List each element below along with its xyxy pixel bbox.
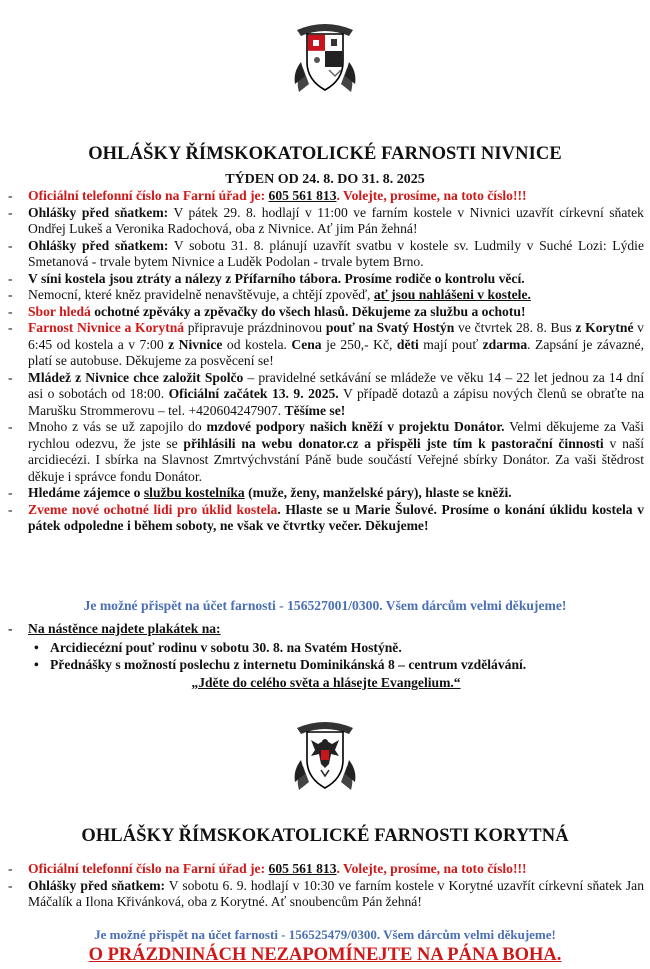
item-text: V sobotu 6. 9. hodlají v 10:30 ve farním kostele v Korytné uzavřít církevní sňatek Jan Máčalík a Ilona Křivánková, oba z Korytné. Ať snoubencům Pán žehná! <box>28 877 644 909</box>
item-emphasis: z Nivnice <box>168 336 223 352</box>
list-item <box>8 320 644 370</box>
item-emphasis: mzdové podpory našich kněží v projektu Donátor. <box>206 419 505 434</box>
noticeboard-heading: Na nástěnce najdete plakátek na: <box>28 621 221 636</box>
item-text: Mnoho z vás se už zapojilo do <box>28 419 207 434</box>
phone-label: Oficiální telefonní číslo na Farní úřad je: <box>28 861 269 876</box>
item-text: – pravidelné setkávání se mládeže ve věku 14 – 22 let jednou za 14 dní asi o sobotách od 18:00. <box>28 369 645 401</box>
item-text: v naší arcidiecézi. I sbírka na Slavnost Zmrtvýchvstání Páně bude součástí Veřejné sbírky Donátor. Za vaši štědrost děkuje i správce fondu Donátor. <box>28 435 644 484</box>
item-label: Ohlášky před sňatkem: <box>28 204 169 220</box>
phone-call-note: . Volejte, prosíme, na toto číslo!!! <box>336 188 527 203</box>
item-emphasis: Oficiální začátek 13. 9. 2025. <box>168 386 339 401</box>
item-emphasis: z Korytné <box>575 320 634 335</box>
list-item <box>8 287 644 304</box>
list-item: • Přednášky s možností poslechu z internetu Dominikánská 8 – centrum vzdělávání. <box>8 657 644 674</box>
item-emphasis: ať jsou nahlášeni v kostele. <box>373 287 531 302</box>
phone-number: 605 561 813 <box>268 861 337 876</box>
item-emphasis: přihlásili na webu donator.cz a přispěli jste tím k pastorační činnosti <box>183 435 604 451</box>
item-emphasis: Těšíme se! <box>284 402 346 418</box>
item-text: V případě dotazů a zápisu nových členů se obraťte na Marušku Strommerovu – tel. +420604247907. <box>28 386 645 418</box>
list-item <box>8 271 644 288</box>
korytna-announcements <box>8 861 644 911</box>
closing-reminder: O PRÁZDNINÁCH NEZAPOMÍNEJTE NA PÁNA BOHA. <box>88 945 562 965</box>
item-text: . Hlaste se u Marie Šulové. Prosíme o konání úklidu kostela v pátek odpoledne i během soboty, ne však ve čtvrtky večer. Děkujeme! <box>28 501 644 533</box>
motto: „Jděte do celého světa a hlásejte Evangelium.“ <box>191 674 461 690</box>
list-item <box>8 419 644 485</box>
list-item <box>8 502 644 535</box>
item-text: ve čtvrtek 28. 8. Bus <box>454 320 576 335</box>
item-text: mají pouť <box>418 336 483 352</box>
item-red: Sbor hledá <box>28 303 91 319</box>
list-item <box>8 370 644 420</box>
list-item <box>8 304 644 321</box>
item-label: Ohlášky před sňatkem: <box>28 237 169 253</box>
korytna-crest-icon <box>293 720 357 796</box>
item-emphasis: (muže, ženy, manželské páry), hlaste se kněži. <box>244 485 512 500</box>
korytna-donation-note: Je možné přispět na účet farnosti - 156525479/0300. Všem dárcům velmi děkujeme! <box>94 927 556 942</box>
item-emphasis: zdarma <box>482 336 528 352</box>
item-emphasis: službu kostelníka <box>143 485 245 500</box>
item-red: Zveme nové ochotné lidi pro úklid kostela <box>28 501 278 517</box>
korytna-title: OHLÁŠKY ŘÍMSKOKATOLICKÉ FARNOSTI KORYTNÁ <box>81 826 569 846</box>
nivnice-crest-icon <box>293 22 357 98</box>
list-item <box>8 861 644 878</box>
item-emphasis: Mládež z Nivnice chce založit Spolčo <box>28 369 244 385</box>
item-text: V sobotu 31. 8. plánují uzavřít svatbu v kostele sv. Ludmily v Suché Lozi: Lýdie Smetanová - trvale bytem Nivnice a Luděk Podolan - trvale bytem Brno. <box>28 237 644 269</box>
item-text: připravuje prázdninovou <box>184 320 326 335</box>
phone-label: Oficiální telefonní číslo na Farní úřad je: <box>28 188 269 203</box>
item-label: Ohlášky před sňatkem: <box>28 877 166 893</box>
list-item <box>8 878 644 911</box>
phone-call-note: . Volejte, prosíme, na toto číslo!!! <box>336 861 527 876</box>
item-text: od kostela. <box>222 336 292 352</box>
item-text: ochotné zpěváky a zpěvačky do všech hlasů. Děkujeme za službu a ochotu! <box>90 303 526 319</box>
item-emphasis: Cena <box>291 336 322 352</box>
list-item <box>8 485 644 502</box>
list-item <box>8 205 644 238</box>
item-text: V síni kostela jsou ztráty a nálezy z Přífarního tábora. Prosíme rodiče o kontrolu věcí. <box>28 270 525 286</box>
item-emphasis: pouť na Svatý Hostýn <box>325 320 455 335</box>
item-text: je 250,- Kč, <box>321 336 397 352</box>
item-text: V pátek 29. 8. hodlají v 11:00 ve farním kostele v Nivnici uzavřít církevní sňatek Ondřej Lukeš a Veronika Radochová, oba z Nivnice. Ať jim Pán žehná! <box>28 204 644 236</box>
item-emphasis: děti <box>396 336 419 352</box>
nivnice-title: OHLÁŠKY ŘÍMSKOKATOLICKÉ FARNOSTI NIVNICE <box>88 144 562 164</box>
week-range: TÝDEN OD 24. 8. DO 31. 8. 2025 <box>225 172 425 187</box>
phone-number: 605 561 813 <box>268 188 337 203</box>
item-text: . Zapsání je závazné, platí se autobuse. Děkujeme za posvěcení se! <box>28 336 644 368</box>
item-text: Velmi děkujeme za Vaši rychlou odezvu, že jste se <box>28 419 644 451</box>
item-text: Nemocní, které kněz pravidelně nenavštěvuje, a chtějí zpověď, <box>28 287 374 302</box>
item-red: Farnost Nivnice a Korytná <box>28 320 185 335</box>
noticeboard-section <box>8 621 644 691</box>
nivnice-announcements <box>8 188 644 535</box>
list-item <box>8 238 644 271</box>
item-emphasis: Hledáme zájemce o <box>28 485 144 500</box>
list-item: • Arcidiecézní pouť rodinu v sobotu 30. 8. na Svatém Hostýně. <box>8 640 644 657</box>
item-text: v 6:45 od kostela a v 7:00 <box>28 320 644 352</box>
list-item <box>8 188 644 205</box>
nivnice-donation-note: Je možné přispět na účet farnosti - 156527001/0300. Všem dárcům velmi děkujeme! <box>83 598 567 613</box>
